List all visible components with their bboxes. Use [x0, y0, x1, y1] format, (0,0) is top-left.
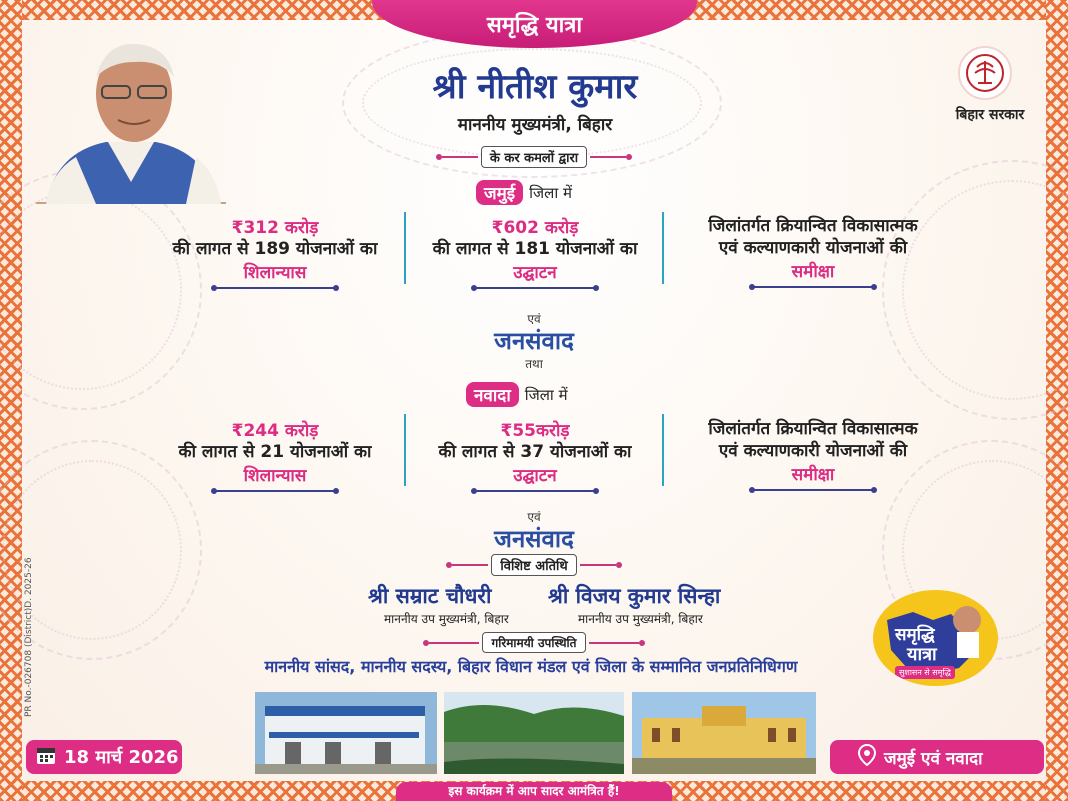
jamui-suffix: जिला में [529, 183, 572, 202]
cm-photo [36, 32, 226, 204]
presence-text: माननीय सांसद, माननीय सदस्य, बिहार विधान मंडल एवं जिला के सम्मानित जनप्रतिनिधिगण [264, 657, 798, 676]
badge-line2: यात्रा [907, 644, 937, 665]
jamui-foundation-amount: ₹312 करोड़ [231, 218, 319, 238]
invitation-text: इस कार्यक्रम में आप सादर आमंत्रित हैं! [396, 782, 672, 801]
special-guests-label: विशिष्ट अतिथि [491, 554, 576, 576]
presence-divider [404, 632, 664, 653]
border-left [0, 0, 22, 801]
campus-photo [632, 692, 816, 774]
calendar-icon [36, 745, 56, 770]
special-guests-divider [424, 554, 644, 576]
guest-designation: माननीय उप मुख्यमंत्री, बिहार [578, 612, 703, 626]
nawada-district-heading [466, 382, 568, 407]
nawada-review-block [678, 418, 948, 491]
jamui-inauguration-amount: ₹602 करोड़ [491, 218, 579, 238]
column-divider [662, 212, 664, 284]
nawada-inauguration-block [420, 418, 650, 492]
nawada-inauguration-desc: की लागत से 37 योजनाओं का [438, 442, 632, 462]
jamui-foundation-action: शिलान्यास [243, 263, 307, 283]
jamui-inauguration-block [420, 215, 650, 289]
event-date: 18 मार्च 2026 [64, 747, 179, 768]
govt-label: बिहार सरकार [955, 107, 1025, 123]
nawada-foundation-amount: ₹244 करोड़ [231, 421, 319, 441]
jamui-district-heading [476, 180, 572, 205]
badge-line1: समृद्धि [895, 625, 935, 645]
building-photo [255, 692, 437, 774]
jamui-and: एवं [527, 312, 541, 326]
column-divider [404, 212, 406, 284]
by-hands-divider [414, 146, 654, 168]
jamui-review-action: समीक्षा [791, 262, 835, 282]
nawada-inauguration-amount: ₹55करोड़ [500, 421, 570, 441]
jamui-jansamvad: जनसंवाद [494, 327, 574, 355]
underline-divider [215, 490, 335, 492]
by-hands-label: के कर कमलों द्वारा [481, 146, 587, 168]
location-pin-icon [858, 744, 876, 771]
bihar-govt-emblem-icon [958, 46, 1012, 100]
lake-photo [444, 692, 624, 774]
nawada-foundation-action: शिलान्यास [243, 466, 307, 486]
guest-designation: माननीय उप मुख्यमंत्री, बिहार [384, 612, 509, 626]
event-location: जमुई एवं नवादा [884, 748, 983, 769]
jamui-inauguration-desc: की लागत से 181 योजनाओं का [432, 239, 638, 259]
badge-tagline: सुशासन से समृद्धि [895, 666, 955, 679]
nawada-review-action: समीक्षा [791, 465, 835, 485]
jamui-foundation-desc: की लागत से 189 योजनाओं का [172, 239, 378, 259]
underline-divider [215, 287, 335, 289]
jamui-review-block [678, 215, 948, 288]
jamui-inauguration-action: उद्घाटन [513, 263, 557, 283]
underline-divider [475, 490, 595, 492]
nawada-and: एवं [527, 510, 541, 524]
nawada-foundation-desc: की लागत से 21 योजनाओं का [178, 442, 372, 462]
jamui-tag: जमुई [476, 180, 523, 205]
cm-designation: माननीय मुख्यमंत्री, बिहार [457, 115, 613, 135]
column-divider [404, 414, 406, 486]
guest-name: श्री विजय कुमार सिन्हा [548, 584, 721, 608]
jamui-review-line1: जिलांतर्गत क्रियान्वित विकासात्मक [708, 216, 918, 236]
yatra-title: समृद्धि यात्रा [486, 13, 583, 38]
nawada-tag: नवादा [466, 382, 519, 407]
nawada-inauguration-action: उद्घाटन [513, 466, 557, 486]
underline-divider [753, 286, 873, 288]
jamui-foundation-block [160, 215, 390, 289]
nawada-jansamvad: जनसंवाद [494, 525, 574, 553]
jamui-review-line2: एवं कल्याणकारी योजनाओं की [718, 238, 908, 258]
pr-number: PR No.-026708 (District)D. 2025-26 [24, 557, 34, 717]
column-divider [662, 414, 664, 486]
nawada-review-line1: जिलांतर्गत क्रियान्वित विकासात्मक [708, 419, 918, 439]
presence-label: गरिमामयी उपस्थिति [482, 632, 585, 653]
underline-divider [753, 489, 873, 491]
guest-name: श्री सम्राट चौधरी [368, 584, 492, 608]
date-box [26, 740, 182, 774]
mandala-decor [882, 160, 1068, 420]
nawada-review-line2: एवं कल्याणकारी योजनाओं की [718, 441, 908, 461]
samriddhi-yatra-badge [873, 590, 998, 686]
cm-name: श्री नीतीश कुमार [432, 67, 638, 107]
mandala-decor [0, 170, 202, 410]
nawada-suffix: जिला में [524, 385, 568, 404]
underline-divider [475, 287, 595, 289]
nawada-foundation-block [160, 418, 390, 492]
location-box [830, 740, 1044, 774]
connector-tatha: तथा [525, 357, 543, 371]
